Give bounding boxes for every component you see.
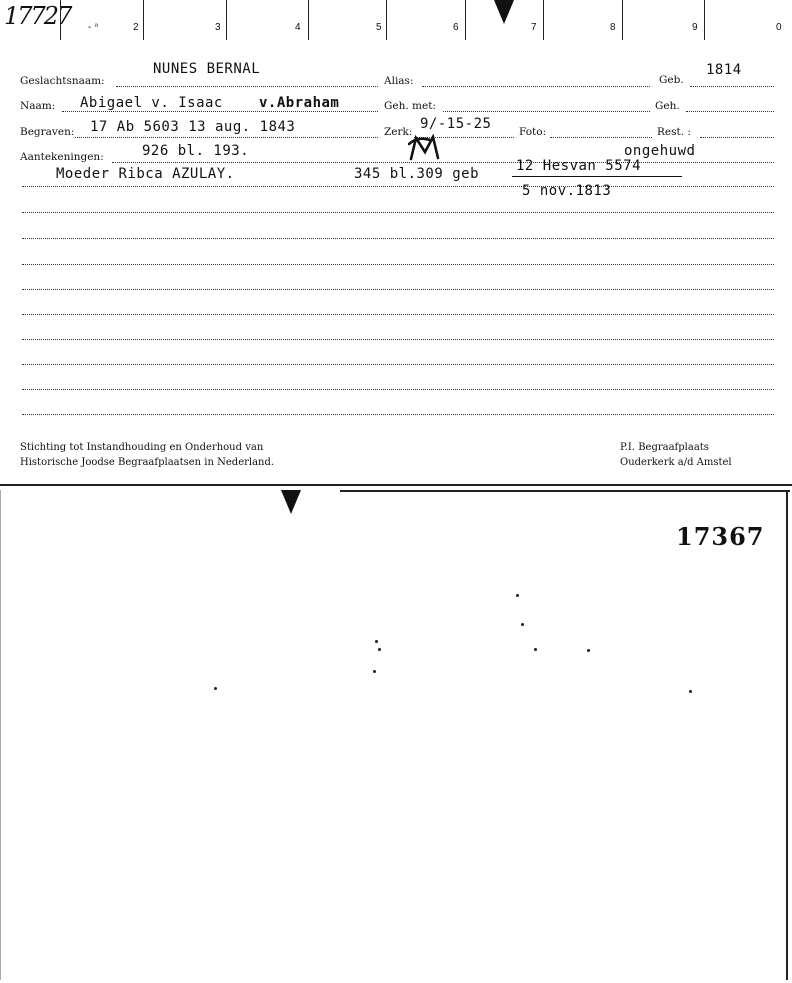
geb-label: Geb. — [659, 74, 684, 86]
foto-line — [550, 137, 652, 138]
geh-line — [686, 111, 774, 112]
foto-label: Foto: — [519, 126, 547, 138]
rest-line — [700, 137, 774, 138]
geb-value: 1814 — [706, 62, 742, 78]
tab-divider — [465, 0, 466, 40]
tab-number: 5 — [376, 22, 382, 33]
speck — [214, 687, 217, 690]
reference-note: 345 bl.309 geb — [354, 166, 480, 182]
naam-label: Naam: — [20, 100, 56, 112]
tab-number: 2 — [133, 22, 139, 33]
tab-divider — [143, 0, 144, 40]
speck — [587, 649, 590, 652]
date-underline — [512, 176, 682, 177]
footer-cemetery-line-2: Ouderkerk a/d Amstel — [620, 457, 732, 468]
geh-met-line — [443, 111, 650, 112]
tab-divider — [226, 0, 227, 40]
geb-line — [690, 86, 774, 87]
aantekeningen-label: Aantekeningen: — [20, 151, 104, 163]
alias-label: Alias: — [384, 75, 414, 87]
tab-divider — [704, 0, 705, 40]
speck — [373, 670, 376, 673]
back-card-left-edge — [0, 490, 1, 980]
hebrew-birth-date: 12 Hesvan 5574 — [516, 158, 642, 174]
blank-line — [22, 364, 774, 365]
naam-value-2: v.Abraham — [259, 95, 340, 111]
tab-strip — [0, 0, 792, 40]
begraven-line — [75, 137, 378, 138]
tab-divider — [622, 0, 623, 40]
footer-organisation-line-1: Stichting tot Instandhouding en Onderhoud van — [20, 442, 264, 453]
handwritten-initial-icon — [408, 134, 442, 162]
zerk-label: Zerk: — [384, 126, 413, 138]
tab-divider — [60, 0, 61, 40]
tab-divider — [308, 0, 309, 40]
speck — [375, 640, 378, 643]
zerk-value: 9/-15-25 — [420, 116, 492, 132]
alias-line — [422, 86, 650, 87]
blank-line — [22, 212, 774, 213]
blank-line — [22, 289, 774, 290]
rest-label: Rest. : — [657, 126, 691, 138]
tab-number: 0 — [776, 22, 782, 33]
tab-divider — [386, 0, 387, 40]
tab-number: 4 — [295, 22, 301, 33]
tab-number: 3 — [215, 22, 221, 33]
aantekeningen-value: 926 bl. 193. — [142, 143, 250, 159]
footer-cemetery-line-1: P.I. Begraafplaats — [620, 442, 709, 453]
blank-line — [22, 414, 774, 415]
speck — [534, 648, 537, 651]
geh-label: Geh. — [655, 100, 680, 112]
tab-number: 9 — [692, 22, 698, 33]
card-bottom-edge — [0, 484, 792, 486]
geslachtsnaam-value: NUNES BERNAL — [153, 61, 261, 77]
blank-line — [22, 314, 774, 315]
naam-value: Abigael v. Isaac — [80, 95, 223, 111]
speck — [378, 648, 381, 651]
index-card — [0, 0, 792, 488]
footer-organisation-line-2: Historische Joodse Begraafplaatsen in Nederland. — [20, 457, 275, 468]
back-card-right-edge — [786, 490, 788, 980]
blank-line — [22, 238, 774, 239]
note-line — [22, 186, 774, 187]
tab-divider — [543, 0, 544, 40]
speck — [689, 690, 692, 693]
begraven-value: 17 Ab 5603 13 aug. 1843 — [90, 119, 296, 135]
tab-number: 8 — [610, 22, 616, 33]
tab-marker-triangle-icon — [494, 0, 514, 24]
tab-number: 6 — [453, 22, 459, 33]
tab-mark: - ᵃ — [88, 22, 99, 33]
geslachtsnaam-label: Geslachtsnaam: — [20, 75, 105, 87]
tab-number: 7 — [531, 22, 537, 33]
aantekeningen-line — [112, 162, 774, 163]
footer-cemetery — [620, 440, 732, 470]
back-card-number: 17367 — [676, 522, 765, 551]
speck — [521, 623, 524, 626]
geslachtsnaam-line — [116, 86, 378, 87]
speck — [516, 594, 519, 597]
blank-line — [22, 264, 774, 265]
blank-line — [22, 339, 774, 340]
back-card-top-edge — [340, 490, 790, 492]
mother-note: Moeder Ribca AZULAY. — [56, 166, 235, 182]
blank-line — [22, 389, 774, 390]
begraven-label: Begraven: — [20, 126, 75, 138]
ongehuwd-note: ongehuwd — [624, 143, 696, 159]
footer-organisation — [20, 440, 274, 470]
naam-line — [62, 111, 378, 112]
back-tab-marker-triangle-icon — [281, 490, 301, 514]
geh-met-label: Geh. met: — [384, 100, 436, 112]
handwritten-number: 17727 — [4, 2, 71, 30]
civil-birth-date: 5 nov.1813 — [522, 183, 612, 199]
